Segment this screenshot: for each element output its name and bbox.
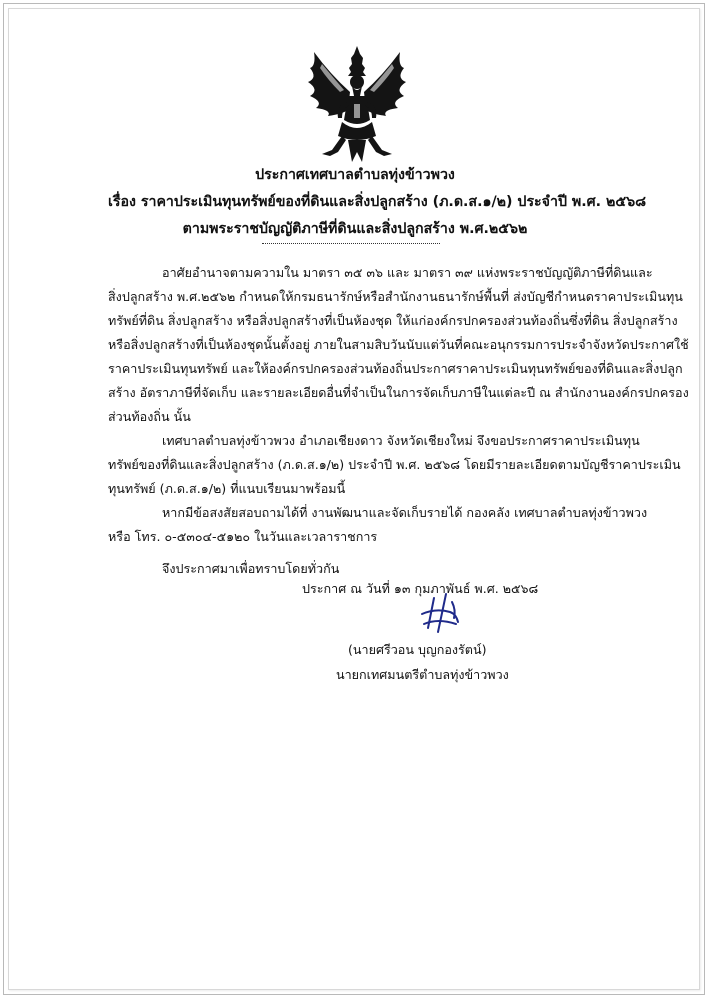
paragraph-3-line: หรือ โทร. ๐-๕๓๐๔-๕๑๒๐ ในวันและเวลาราชการ (108, 529, 378, 544)
paragraph-3-line: หากมีข้อสงสัยสอบถามได้ที่ งานพัฒนาและจัดเก็บรายได้ กองคลัง เทศบาลตำบลทุ่งข้าวพวง (162, 505, 648, 520)
announcement-title: ประกาศเทศบาลตำบลทุ่งข้าวพวง (255, 167, 455, 183)
paragraph-1-line: หรือสิ่งปลูกสร้างที่เป็นห้องชุดนั้นตั้งอยู่ ภายในสามสิบวันนับแต่วันที่คณะอนุกรรมการประจำจังหวัดประกาศใช้ (108, 337, 689, 352)
subject-line: เรื่อง ราคาประเมินทุนทรัพย์ของที่ดินและสิ่งปลูกสร้าง (ภ.ด.ส.๑/๒) ประจำปี พ.ศ. ๒๕๖๘ (108, 194, 647, 210)
paragraph-1-line: อาศัยอำนาจตามความใน มาตรา ๓๕ ๓๖ และ มาตรา ๓๙ แห่งพระราชบัญญัติภาษีที่ดินและ (162, 265, 653, 280)
announcement-date: ประกาศ ณ วันที่ ๑๓ กุมภาพันธ์ พ.ศ. ๒๕๖๘ (302, 581, 539, 596)
paragraph-1-line: สร้าง อัตราภาษีที่จัดเก็บ และรายละเอียดอื่นที่จำเป็นในการจัดเก็บภาษีในแต่ละปี ณ สำนักงานองค์กรปกครอง (108, 385, 689, 400)
paragraph-1-line: สิ่งปลูกสร้าง พ.ศ.๒๕๖๒ กำหนดให้กรมธนารักษ์หรือสำนักงานธนารักษ์พื้นที่ ส่งบัญชีกำหนดราคาประเมินทุน (108, 289, 683, 304)
signer-position: นายกเทศมนตรีตำบลทุ่งข้าวพวง (336, 667, 509, 682)
signer-name: (นายศรีวอน บุญกองรัตน์) (348, 642, 487, 657)
paragraph-2-line: ทรัพย์ของที่ดินและสิ่งปลูกสร้าง (ภ.ด.ส.๑/๒) ประจำปี พ.ศ. ๒๕๖๘ โดยมีรายละเอียดตามบัญชีราคาประเมิน (108, 457, 681, 472)
paragraph-2-line: ทุนทรัพย์ (ภ.ด.ส.๑/๒) ที่แนบเรียนมาพร้อมนี้ (108, 481, 346, 496)
legal-reference-line: ตามพระราชบัญญัติภาษีที่ดินและสิ่งปลูกสร้าง พ.ศ.๒๕๖๒ (182, 221, 528, 237)
paragraph-2-line: เทศบาลตำบลทุ่งข้าวพวง อำเภอเชียงดาว จังหวัดเชียงใหม่ จึงขอประกาศราคาประเมินทุน (162, 433, 640, 448)
handwritten-signature (416, 588, 466, 638)
paragraph-1-line: ราคาประเมินทุนทรัพย์ และให้องค์กรปกครองส่วนท้องถิ่นประกาศราคาประเมินทุนทรัพย์ของที่ดินและสิ่งปลูก (108, 361, 683, 376)
dotted-divider (262, 243, 440, 244)
paragraph-1-line: ส่วนท้องถิ่น นั้น (108, 409, 191, 424)
paragraph-1-line: ทรัพย์ที่ดิน สิ่งปลูกสร้าง หรือสิ่งปลูกสร้างที่เป็นห้องชุด ให้แก่องค์กรปกครองส่วนท้องถิ่นซึ่งที่ดิน สิ่งปลูกสร้าง (108, 313, 678, 328)
garuda-emblem-icon (302, 44, 412, 164)
closing-statement: จึงประกาศมาเพื่อทราบโดยทั่วกัน (162, 561, 340, 576)
